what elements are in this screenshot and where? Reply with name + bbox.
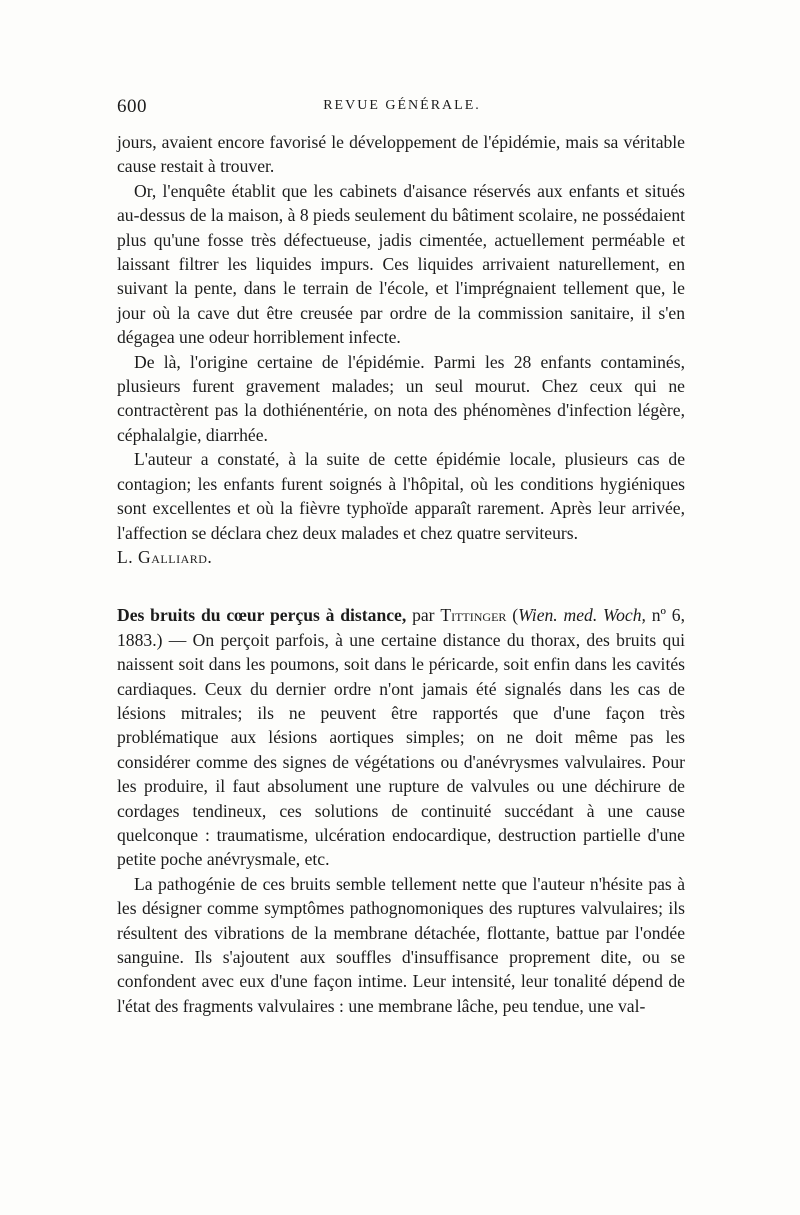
paragraph-continuation: jours, avaient encore favorisé le développement de l'épidémie, mais sa véritable cause restait à trouver. [117, 132, 685, 177]
page-header [117, 96, 687, 124]
citation-open: ( [506, 605, 519, 626]
byline-connector: par [406, 605, 441, 626]
paragraph-text: — On perçoit parfois, à une certaine distance du thorax, des bruits qui naissent soit dans les poumons, soit dans le péricarde, soit enfin dans les cavités cardiaques. Ceux du dernier ordre n'ont jamais été signalés dans les cas de lésions mitrales; ils ne peuvent être rapportés que d'une façon très problématique aux lésions aortiques simples; on ne doit même pas les considérer comme des signes de végétations ou d'anévrysmes valvulaires. Pour les produire, il faut absolument une rupture de valvules ou une déchirure de cordages tendineux, ces solutions de continuité succédant à une cause quelconque : traumatisme, ulcération endocardique, destruction partielle d'une petite poche anévrysmale, etc. [117, 629, 686, 870]
article-title: Des bruits du cœur perçus à distance, [117, 605, 407, 626]
citation-details: nº 6, 1883.) [117, 605, 685, 650]
paragraph: La pathogénie de ces bruits semble tellement nette que l'auteur n'hésite pas à les désigner comme symptômes pathognomoniques des ruptures valvulaires; ils résultent des vibrations de la membrane détachée, flottante, battue par l'ondée sanguine. Ils s'ajoutent aux souffles d'insuffisance proprement dite, ou se confondent avec eux d'une façon intime. Leur intensité, leur tonalité dépend de l'état des fragments valvulaires : une membrane lâche, peu tendue, une val- [117, 873, 685, 1016]
paragraph: De là, l'origine certaine de l'épidémie. Parmi les 28 enfants contaminés, plusieurs furent gravement malades; un seul mourut. Chez ceux qui ne contractèrent pas la dothiénentérie, on nota des phénomènes d'infection légère, céphalalgie, diarrhée. [117, 351, 685, 445]
page-number: 600 [117, 96, 147, 117]
page-body [117, 130, 685, 1018]
section-gap [117, 569, 685, 603]
author-signature: L. Galliard. [117, 546, 213, 567]
paragraph: Or, l'enquête établit que les cabinets d'aisance réservés aux enfants et situés au-dessus de la maison, à 8 pieds seulement du bâtiment scolaire, ne possédaient plus qu'une fosse très défectueuse, jadis cimentée, actuellement perméable et laissant filtrer les liquides impurs. Ces liquides arrivaient naturellement, en suivant la pente, dans le terrain de l'école, et l'imprégnaient tellement que, le jour où la cave dut être creusée par ordre de la commission sanitaire, il s'en dégagea une odeur horriblement infecte. [117, 180, 685, 348]
article-author: Tittinger [440, 605, 507, 626]
running-title: REVUE GÉNÉRALE. [323, 98, 481, 113]
paragraph: L'auteur a constaté, à la suite de cette épidémie locale, plusieurs cas de contagion; les enfants furent soignés à l'hôpital, où les conditions hygiéniques sont excellentes et où la fièvre typhoïde apparaît rarement. Après leur arrivée, l'affection se déclara chez deux malades et chez quatre serviteurs. [117, 449, 685, 543]
article-heading-paragraph [117, 603, 685, 871]
journal-name: Wien. med. Woch, [518, 605, 646, 626]
